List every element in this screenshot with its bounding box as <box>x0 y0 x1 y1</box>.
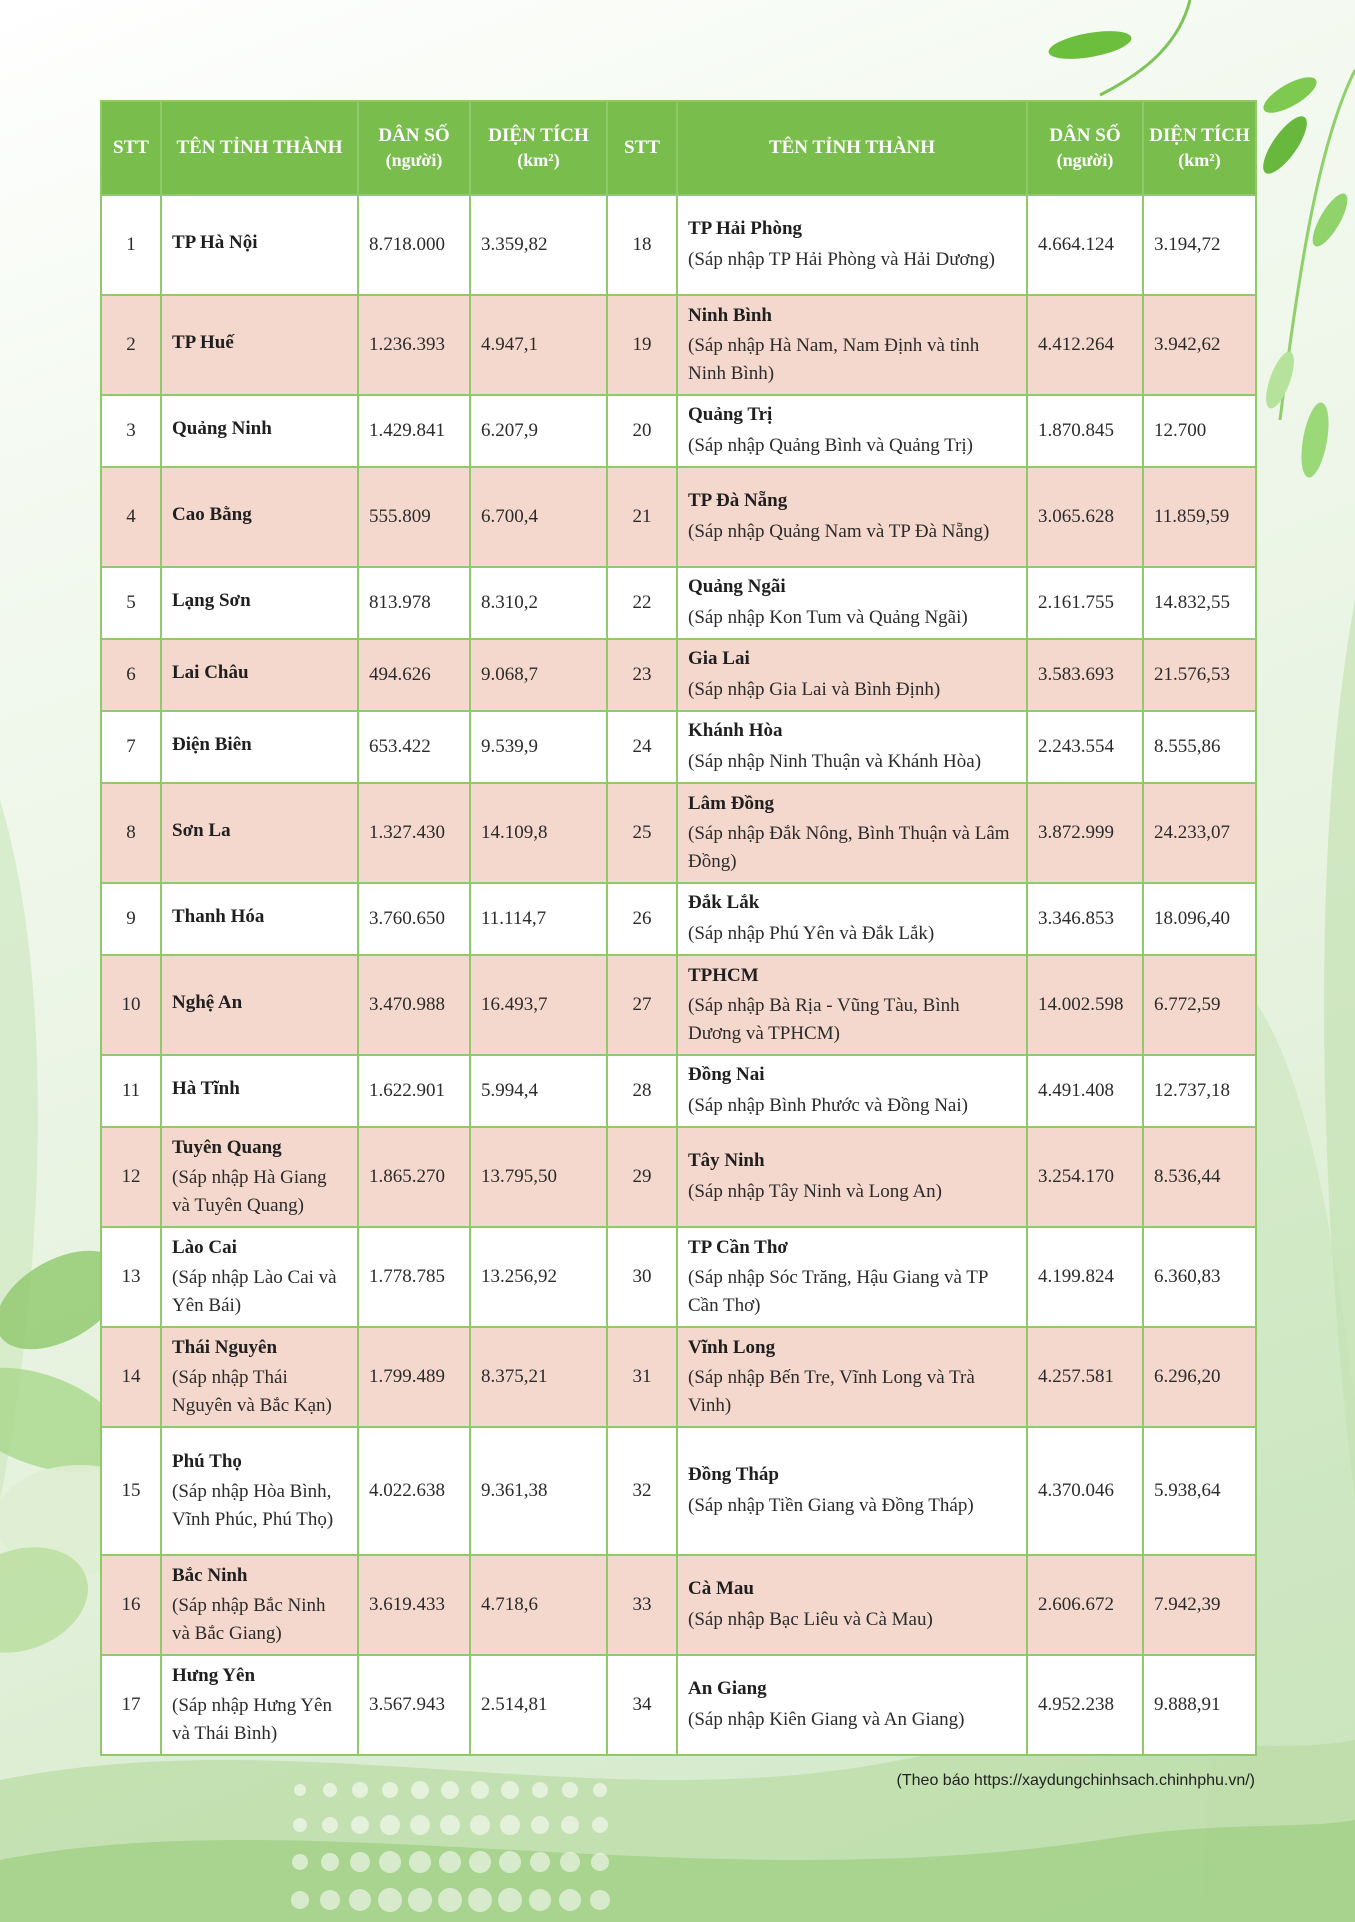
province-name: An Giang <box>688 1678 767 1700</box>
province-name: Quảng Ninh <box>172 418 272 440</box>
stt-cell: 27 <box>607 955 677 1055</box>
stt-cell: 11 <box>101 1055 161 1127</box>
area-cell: 6.772,59 <box>1143 955 1256 1055</box>
stt-cell: 5 <box>101 567 161 639</box>
area-cell: 6.296,20 <box>1143 1327 1256 1427</box>
header-name: TÊN TỈNH THÀNH <box>677 101 1027 195</box>
population-cell: 1.799.489 <box>358 1327 470 1427</box>
area-cell: 18.096,40 <box>1143 883 1256 955</box>
stt-cell: 33 <box>607 1555 677 1655</box>
merger-note: (Sáp nhập Quảng Nam và TP Đà Nẵng) <box>688 521 990 543</box>
merger-note: (Sáp nhập Thái Nguyên và Bắc Kạn) <box>172 1367 332 1416</box>
table-row <box>101 1227 1256 1327</box>
province-name-cell <box>161 1555 358 1655</box>
population-cell: 3.619.433 <box>358 1555 470 1655</box>
province-name: TP Cần Thơ <box>688 1236 788 1258</box>
area-cell: 3.359,82 <box>470 195 607 295</box>
province-name-cell <box>161 395 358 467</box>
stt-cell: 6 <box>101 639 161 711</box>
header-stt: STT <box>607 101 677 195</box>
stt-cell: 13 <box>101 1227 161 1327</box>
merger-note: (Sáp nhập Hà Nam, Nam Định và tỉnh Ninh Bình) <box>688 335 980 384</box>
stt-cell: 16 <box>101 1555 161 1655</box>
province-name-cell <box>677 783 1027 883</box>
area-cell: 8.555,86 <box>1143 711 1256 783</box>
province-name-cell <box>161 567 358 639</box>
area-cell: 2.514,81 <box>470 1655 607 1755</box>
merger-note: (Sáp nhập Bà Rịa - Vũng Tàu, Bình Dương và TPHCM) <box>688 995 960 1044</box>
province-name-cell <box>677 955 1027 1055</box>
population-cell: 1.622.901 <box>358 1055 470 1127</box>
area-cell: 12.700 <box>1143 395 1256 467</box>
population-cell: 653.422 <box>358 711 470 783</box>
merger-note: (Sáp nhập Kiên Giang và An Giang) <box>688 1709 965 1731</box>
area-cell: 21.576,53 <box>1143 639 1256 711</box>
province-name: Lai Châu <box>172 662 249 684</box>
province-name-cell <box>677 883 1027 955</box>
stt-cell: 8 <box>101 783 161 883</box>
area-cell: 13.256,92 <box>470 1227 607 1327</box>
province-name: Vĩnh Long <box>688 1336 776 1358</box>
stt-cell: 18 <box>607 195 677 295</box>
area-cell: 6.207,9 <box>470 395 607 467</box>
population-cell: 4.664.124 <box>1027 195 1143 295</box>
province-name: Cà Mau <box>688 1578 754 1600</box>
area-cell: 14.832,55 <box>1143 567 1256 639</box>
table-row <box>101 395 1256 467</box>
province-name-cell <box>161 711 358 783</box>
province-name: Đồng Nai <box>688 1064 765 1086</box>
area-cell: 7.942,39 <box>1143 1555 1256 1655</box>
province-name-cell <box>161 295 358 395</box>
stt-cell: 7 <box>101 711 161 783</box>
header-stt: STT <box>101 101 161 195</box>
province-name-cell <box>161 195 358 295</box>
stt-cell: 9 <box>101 883 161 955</box>
province-name: Hà Tĩnh <box>172 1078 240 1100</box>
province-name-cell <box>677 467 1027 567</box>
province-name-cell <box>677 711 1027 783</box>
province-name-cell <box>677 195 1027 295</box>
merger-note: (Sáp nhập Bạc Liêu và Cà Mau) <box>688 1609 933 1631</box>
merger-note: (Sáp nhập Bình Phước và Đồng Nai) <box>688 1095 968 1117</box>
province-table <box>100 100 1257 1756</box>
province-name: Sơn La <box>172 820 231 842</box>
source-note: (Theo báo https://xaydungchinhsach.chinhphu.vn/) <box>896 1772 1255 1789</box>
stt-cell: 23 <box>607 639 677 711</box>
stt-cell: 32 <box>607 1427 677 1555</box>
merger-note: (Sáp nhập Bắc Ninh và Bắc Giang) <box>172 1595 326 1644</box>
population-cell: 4.952.238 <box>1027 1655 1143 1755</box>
province-name: TPHCM <box>688 964 759 986</box>
population-cell: 1.778.785 <box>358 1227 470 1327</box>
population-cell: 494.626 <box>358 639 470 711</box>
stt-cell: 4 <box>101 467 161 567</box>
table-row <box>101 883 1256 955</box>
table-row <box>101 783 1256 883</box>
stt-cell: 19 <box>607 295 677 395</box>
province-name-cell <box>677 639 1027 711</box>
population-cell: 4.412.264 <box>1027 295 1143 395</box>
stt-cell: 2 <box>101 295 161 395</box>
merger-note: (Sáp nhập Kon Tum và Quảng Ngãi) <box>688 607 968 629</box>
stt-cell: 17 <box>101 1655 161 1755</box>
province-name-cell <box>677 567 1027 639</box>
province-name-cell <box>161 1127 358 1227</box>
province-name-cell <box>677 395 1027 467</box>
province-name: Khánh Hòa <box>688 720 783 742</box>
stt-cell: 20 <box>607 395 677 467</box>
province-name: Tây Ninh <box>688 1150 765 1172</box>
area-cell: 24.233,07 <box>1143 783 1256 883</box>
header-population: DÂN SỐ (người) <box>1027 101 1143 195</box>
population-cell: 3.583.693 <box>1027 639 1143 711</box>
province-name-cell <box>677 1127 1027 1227</box>
population-cell: 1.865.270 <box>358 1127 470 1227</box>
province-name: Gia Lai <box>688 648 750 670</box>
population-cell: 2.606.672 <box>1027 1555 1143 1655</box>
population-cell: 3.346.853 <box>1027 883 1143 955</box>
area-cell: 3.194,72 <box>1143 195 1256 295</box>
province-name-cell <box>677 295 1027 395</box>
area-cell: 3.942,62 <box>1143 295 1256 395</box>
province-name: Thái Nguyên <box>172 1336 278 1358</box>
merger-note: (Sáp nhập Lào Cai và Yên Bái) <box>172 1267 337 1316</box>
area-cell: 8.310,2 <box>470 567 607 639</box>
header-name: TÊN TỈNH THÀNH <box>161 101 358 195</box>
province-name: Ninh Bình <box>688 304 772 326</box>
province-name: TP Hải Phòng <box>688 218 803 240</box>
province-name: Lào Cai <box>172 1236 237 1258</box>
population-cell: 1.429.841 <box>358 395 470 467</box>
merger-note: (Sáp nhập Hưng Yên và Thái Bình) <box>172 1695 332 1744</box>
area-cell: 11.859,59 <box>1143 467 1256 567</box>
province-name-cell <box>677 1055 1027 1127</box>
province-name-cell <box>161 467 358 567</box>
province-name-cell <box>161 1427 358 1555</box>
province-name: Hưng Yên <box>172 1664 256 1686</box>
province-name-cell <box>161 1327 358 1427</box>
population-cell: 3.470.988 <box>358 955 470 1055</box>
area-cell: 4.718,6 <box>470 1555 607 1655</box>
province-name-cell <box>161 1055 358 1127</box>
stt-cell: 12 <box>101 1127 161 1227</box>
population-cell: 3.254.170 <box>1027 1127 1143 1227</box>
province-name-cell <box>161 955 358 1055</box>
province-name: Điện Biên <box>172 734 252 756</box>
province-name-cell <box>677 1655 1027 1755</box>
population-cell: 4.022.638 <box>358 1427 470 1555</box>
stt-cell: 21 <box>607 467 677 567</box>
area-cell: 12.737,18 <box>1143 1055 1256 1127</box>
table-row <box>101 1327 1256 1427</box>
population-cell: 2.243.554 <box>1027 711 1143 783</box>
merger-note: (Sáp nhập Quảng Bình và Quảng Trị) <box>688 435 973 457</box>
table-row <box>101 567 1256 639</box>
province-name-cell <box>677 1227 1027 1327</box>
stt-cell: 15 <box>101 1427 161 1555</box>
stt-cell: 24 <box>607 711 677 783</box>
merger-note: (Sáp nhập Ninh Thuận và Khánh Hòa) <box>688 751 982 773</box>
header-area: DIỆN TÍCH (km²) <box>470 101 607 195</box>
stt-cell: 30 <box>607 1227 677 1327</box>
province-name: Đắk Lắk <box>688 892 760 914</box>
population-cell: 4.370.046 <box>1027 1427 1143 1555</box>
province-name-cell <box>161 783 358 883</box>
stt-cell: 25 <box>607 783 677 883</box>
area-cell: 9.361,38 <box>470 1427 607 1555</box>
area-cell: 5.994,4 <box>470 1055 607 1127</box>
province-name: Phú Thọ <box>172 1450 242 1472</box>
table-row <box>101 195 1256 295</box>
province-name-cell <box>161 883 358 955</box>
stt-cell: 14 <box>101 1327 161 1427</box>
province-name: Lạng Sơn <box>172 590 251 612</box>
province-name-cell <box>677 1327 1027 1427</box>
population-cell: 3.567.943 <box>358 1655 470 1755</box>
area-cell: 13.795,50 <box>470 1127 607 1227</box>
province-name: Tuyên Quang <box>172 1136 282 1158</box>
area-cell: 9.539,9 <box>470 711 607 783</box>
area-cell: 16.493,7 <box>470 955 607 1055</box>
population-cell: 1.327.430 <box>358 783 470 883</box>
province-name: Quảng Trị <box>688 404 773 426</box>
table-row <box>101 955 1256 1055</box>
merger-note: (Sáp nhập TP Hải Phòng và Hải Dương) <box>688 249 995 271</box>
merger-note: (Sáp nhập Tiền Giang và Đồng Tháp) <box>688 1495 974 1517</box>
area-cell: 5.938,64 <box>1143 1427 1256 1555</box>
table-row <box>101 1055 1256 1127</box>
area-cell: 14.109,8 <box>470 783 607 883</box>
province-name: Đồng Tháp <box>688 1464 780 1486</box>
area-cell: 6.700,4 <box>470 467 607 567</box>
area-cell: 4.947,1 <box>470 295 607 395</box>
stt-cell: 26 <box>607 883 677 955</box>
table-row <box>101 711 1256 783</box>
province-name-cell <box>677 1555 1027 1655</box>
merger-note: (Sáp nhập Đắk Nông, Bình Thuận và Lâm Đồng) <box>688 823 1010 872</box>
population-cell: 8.718.000 <box>358 195 470 295</box>
table-row <box>101 1127 1256 1227</box>
merger-note: (Sáp nhập Sóc Trăng, Hậu Giang và TP Cần Thơ) <box>688 1267 988 1316</box>
merger-note: (Sáp nhập Hòa Bình, Vĩnh Phúc, Phú Thọ) <box>172 1481 334 1530</box>
population-cell: 3.760.650 <box>358 883 470 955</box>
header-population: DÂN SỐ (người) <box>358 101 470 195</box>
table-row <box>101 1655 1256 1755</box>
province-table-container <box>100 100 1255 1756</box>
area-cell: 9.068,7 <box>470 639 607 711</box>
province-name-cell <box>161 1655 358 1755</box>
population-cell: 4.257.581 <box>1027 1327 1143 1427</box>
area-cell: 11.114,7 <box>470 883 607 955</box>
merger-note: (Sáp nhập Gia Lai và Bình Định) <box>688 679 941 701</box>
province-name: Thanh Hóa <box>172 906 265 928</box>
province-name: Quảng Ngãi <box>688 576 786 598</box>
table-row <box>101 1427 1256 1555</box>
stt-cell: 29 <box>607 1127 677 1227</box>
population-cell: 4.199.824 <box>1027 1227 1143 1327</box>
table-header-row <box>101 101 1256 195</box>
area-cell: 6.360,83 <box>1143 1227 1256 1327</box>
stt-cell: 10 <box>101 955 161 1055</box>
stt-cell: 31 <box>607 1327 677 1427</box>
stt-cell: 1 <box>101 195 161 295</box>
population-cell: 1.870.845 <box>1027 395 1143 467</box>
stt-cell: 3 <box>101 395 161 467</box>
merger-note: (Sáp nhập Hà Giang và Tuyên Quang) <box>172 1167 327 1216</box>
province-name: Lâm Đồng <box>688 792 775 814</box>
province-name-cell <box>677 1427 1027 1555</box>
area-cell: 9.888,91 <box>1143 1655 1256 1755</box>
province-name: Cao Bằng <box>172 504 252 526</box>
province-name: TP Huế <box>172 332 234 354</box>
population-cell: 555.809 <box>358 467 470 567</box>
province-name: Nghệ An <box>172 992 243 1014</box>
population-cell: 14.002.598 <box>1027 955 1143 1055</box>
table-row <box>101 1555 1256 1655</box>
population-cell: 3.065.628 <box>1027 467 1143 567</box>
stt-cell: 22 <box>607 567 677 639</box>
stt-cell: 34 <box>607 1655 677 1755</box>
merger-note: (Sáp nhập Phú Yên và Đắk Lắk) <box>688 923 935 945</box>
area-cell: 8.375,21 <box>470 1327 607 1427</box>
stt-cell: 28 <box>607 1055 677 1127</box>
province-name: Bắc Ninh <box>172 1564 248 1586</box>
province-name-cell <box>161 639 358 711</box>
table-row <box>101 467 1256 567</box>
population-cell: 2.161.755 <box>1027 567 1143 639</box>
table-row <box>101 639 1256 711</box>
province-name: TP Đà Nẵng <box>688 490 788 512</box>
province-name-cell <box>161 1227 358 1327</box>
area-cell: 8.536,44 <box>1143 1127 1256 1227</box>
province-name: TP Hà Nội <box>172 232 258 254</box>
population-cell: 1.236.393 <box>358 295 470 395</box>
table-row <box>101 295 1256 395</box>
header-area: DIỆN TÍCH (km²) <box>1143 101 1256 195</box>
population-cell: 3.872.999 <box>1027 783 1143 883</box>
merger-note: (Sáp nhập Tây Ninh và Long An) <box>688 1181 942 1203</box>
population-cell: 813.978 <box>358 567 470 639</box>
population-cell: 4.491.408 <box>1027 1055 1143 1127</box>
merger-note: (Sáp nhập Bến Tre, Vĩnh Long và Trà Vinh) <box>688 1367 975 1416</box>
